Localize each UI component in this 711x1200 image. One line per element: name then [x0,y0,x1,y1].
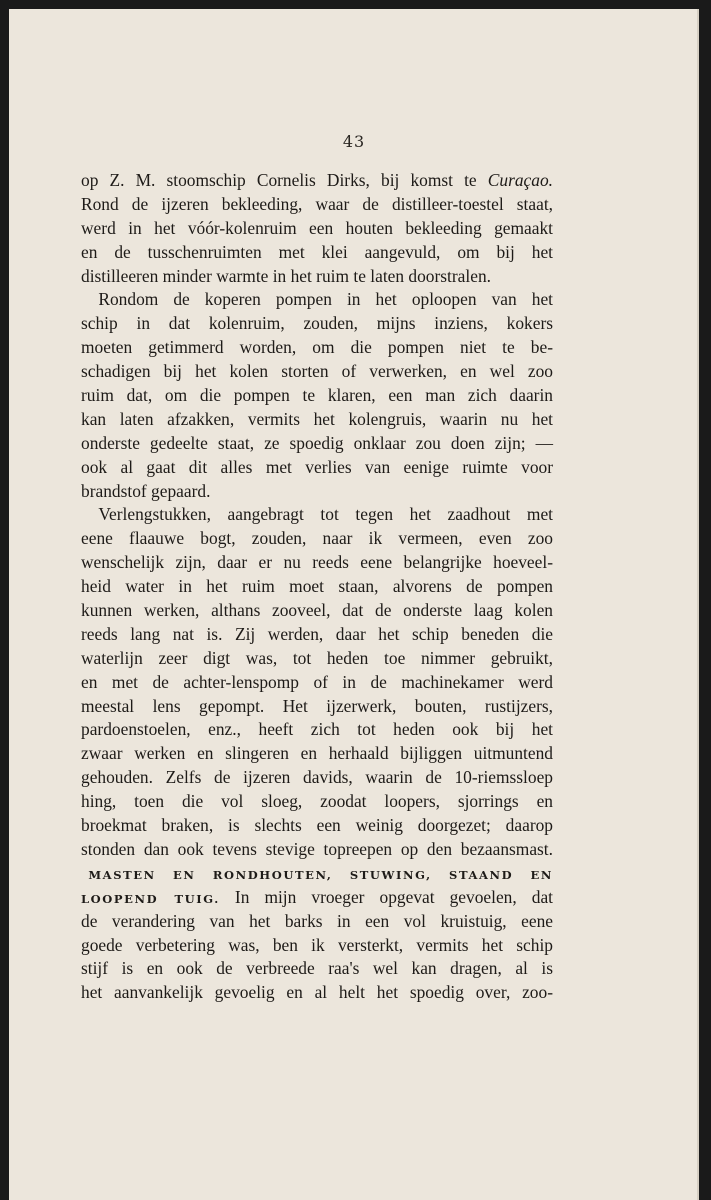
text-line [81,384,553,408]
text-fragment: de verandering van het barks in een vol kruistuig, eene [81,910,553,931]
text-fragment: onderste gedeelte staat, ze spoedig onklaar zou doen zijn; — [81,432,553,453]
book-page [9,9,699,1200]
text-fragment: op Z. M. stoomschip Cornelis Dirks, bij komst te [81,170,488,190]
text-line [81,408,553,432]
body-text [81,169,553,1005]
text-line [81,886,553,910]
text-fragment: Verlengstukken, aangebragt tot tegen het zaadhout met [81,504,553,525]
text-fragment: kan laten afzakken, vermits het kolengruis, waarin nu het [81,408,553,429]
text-fragment: het aanvankelijk gevoelig en al helt het spoedig over, zoo- [81,982,553,1003]
text-line [81,934,553,958]
text-line [81,265,553,289]
text-line [81,647,553,671]
text-fragment: stijf is en ook de verbreede raa's wel kan dragen, al is [81,958,553,979]
text-fragment: Curaçao. [487,170,553,190]
text-line [81,790,553,814]
text-line [81,862,553,886]
text-fragment: broekmat braken, is slechts een weinig doorgezet; daarop [81,815,553,836]
text-line [81,336,553,360]
text-fragment: ruim dat, om die pompen te klaren, een man zich daarin [81,385,553,406]
text-line [81,360,553,384]
text-fragment: kunnen werken, althans zooveel, dat de onderste laag kolen [81,600,553,621]
text-fragment: schadigen bij het kolen storten of verwerken, en wel zoo [81,361,553,382]
text-fragment: schip in dat kolenruim, zouden, mijns inziens, kokers [81,313,553,334]
text-fragment: meestal lens gepompt. Het ijzerwerk, bouten, rustijzers, [81,695,553,716]
text-line [81,671,553,695]
text-line [81,742,553,766]
text-fragment: reeds lang nat is. Zij werden, daar het schip beneden die [81,623,553,644]
text-line [81,288,553,312]
text-line [81,456,553,480]
text-line [81,814,553,838]
text-fragment: In mijn vroeger opgevat gevoelen, dat [219,886,553,907]
text-fragment: moeten getimmerd worden, om die pompen niet te be- [81,337,553,358]
text-line [81,838,553,862]
text-fragment: hing, toen die vol sloeg, zoodat loopers, sjorrings en [81,791,553,812]
text-fragment: distilleeren minder warmte in het ruim te laten doorstralen. [81,265,491,286]
text-fragment: eene flaauwe bogt, zouden, naar ik vermeen, even zoo [81,528,553,549]
text-fragment: Rond de ijzeren bekleeding, waar de distilleer-toestel staat, [81,193,553,214]
text-fragment: goede verbetering was, ben ik versterkt, vermits het schip [81,934,553,955]
text-line [81,718,553,742]
page-number: 43 [342,132,366,151]
text-fragment: brandstof gepaard. [81,480,211,501]
text-line [81,217,553,241]
text-line [81,527,553,551]
section-heading: MASTEN EN RONDHOUTEN, STUWING, STAAND EN [81,867,553,882]
text-line [81,623,553,647]
section-heading: LOOPEND TUIG. [81,891,220,906]
text-line [81,957,553,981]
text-fragment: Rondom de koperen pompen in het oploopen van het [81,289,553,310]
text-line [81,695,553,719]
text-fragment: gehouden. Zelfs de ijzeren davids, waarin de 10-riemssloep [81,767,553,788]
text-line [81,551,553,575]
text-line [81,981,553,1005]
text-fragment: zwaar werken en slingeren en herhaald bijliggen uitmuntend [81,743,553,764]
text-line [81,432,553,456]
text-fragment: werd in het vóór-kolenruim een houten bekleeding gemaakt [81,217,553,238]
text-fragment: heid water in het ruim moet staan, alvorens de pompen [81,576,553,597]
text-line [81,241,553,265]
text-fragment: wenschelijk zijn, daar er nu reeds eene belangrijke hoeveel- [81,552,553,573]
text-line [81,766,553,790]
text-fragment: waterlijn zeer digt was, tot heden toe nimmer gebruikt, [81,647,553,668]
text-fragment: pardoenstoelen, enz., heeft zich tot heden ook bij het [81,719,553,740]
text-line [81,910,553,934]
text-line [81,480,553,504]
text-fragment: en de tusschenruimten met klei aangevuld, om bij het [81,241,553,262]
text-fragment: stonden dan ook tevens stevige topreepen op den bezaansmast. [81,838,553,859]
text-line [81,503,553,527]
text-line [81,169,553,193]
text-line [81,575,553,599]
text-line [81,312,553,336]
text-fragment: en met de achter-lenspomp of in de machinekamer werd [81,671,553,692]
text-fragment: ook al gaat dit alles met verlies van eenige ruimte voor [81,456,553,477]
text-line [81,193,553,217]
text-line [81,599,553,623]
